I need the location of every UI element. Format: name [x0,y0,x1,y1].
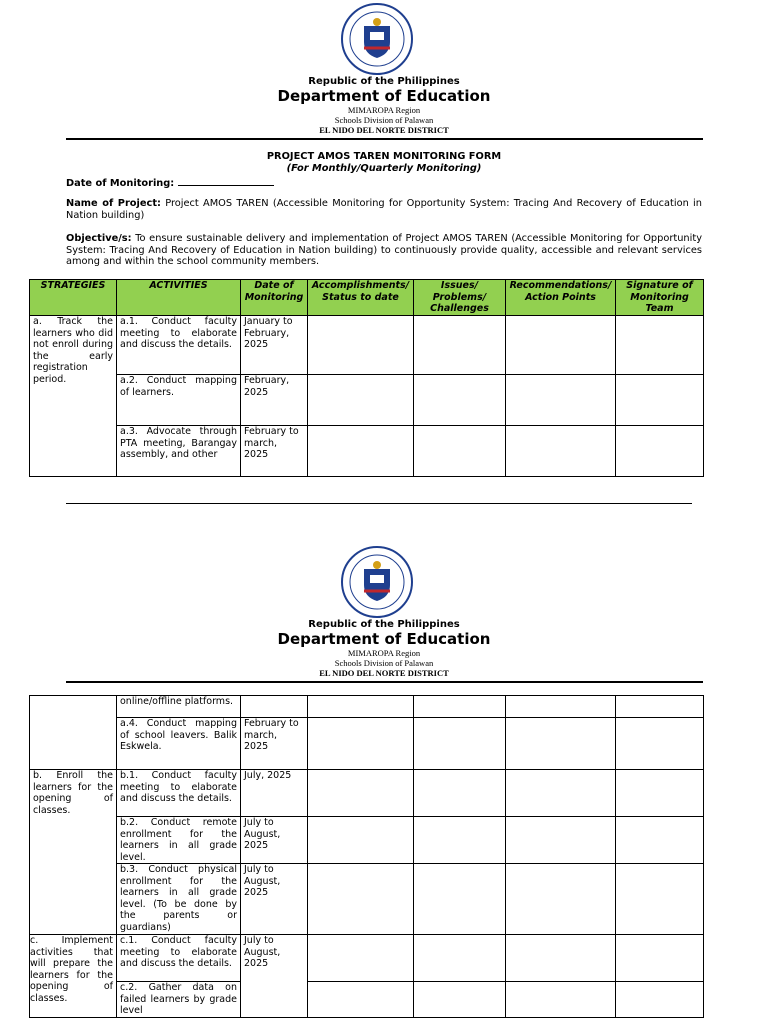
signature-cell[interactable] [616,316,704,375]
signature-cell[interactable] [616,864,704,935]
issues-cell[interactable] [414,718,506,770]
project-name [66,198,702,221]
recommendation-cell[interactable] [506,982,616,1018]
monitoring-table-page1 [29,279,704,477]
recommendation-cell[interactable] [506,770,616,817]
project-label: Name of Project: [66,198,161,209]
department-title: Department of Education [277,630,491,648]
signature-cell[interactable] [616,718,704,770]
issues-cell[interactable] [414,935,506,982]
strategy-a: a. Track the learners who did not enroll during the early registration period. [30,316,117,477]
date-a2: February, 2025 [241,375,308,426]
objective-label: Objective/s: [66,233,132,244]
project-text: Project AMOS TAREN (Accessible Monitoring for Opportunity System: Tracing And Recovery of Education in Nation building) [66,198,702,221]
monitoring-table-page2 [29,695,704,1018]
region-text: MIMAROPA Region [347,105,421,115]
recommendation-cell[interactable] [506,696,616,718]
issues-cell[interactable] [414,864,506,935]
district-text: EL NIDO DEL NORTE DISTRICT [319,668,449,678]
accomplishment-cell[interactable] [308,718,414,770]
accomplishment-cell[interactable] [308,770,414,817]
activity-a3: a.3. Advocate through PTA meeting, Barangay assembly, and other [117,426,241,477]
header-accomplishments: Accomplishments/ Status to date [308,280,414,316]
header-rule [66,138,703,140]
division-text: Schools Division of Palawan [334,115,434,125]
recommendation-cell[interactable] [506,375,616,426]
issues-cell[interactable] [414,770,506,817]
accomplishment-cell[interactable] [308,375,414,426]
header-signature: Signature of Monitoring Team [616,280,704,316]
issues-cell[interactable] [414,982,506,1018]
issues-cell[interactable] [414,817,506,864]
header-date: Date of Monitoring [241,280,308,316]
recommendation-cell[interactable] [506,718,616,770]
issues-cell[interactable] [414,426,506,477]
activity-b2: b.2. Conduct remote enrollment for the learners in all grade level. [117,817,241,864]
department-title: Department of Education [277,87,491,105]
date-a1: January to February, 2025 [241,316,308,375]
republic-text: Republic of the Philippines [308,619,460,630]
accomplishment-cell[interactable] [308,817,414,864]
accomplishment-cell[interactable] [308,935,414,982]
signature-cell[interactable] [616,375,704,426]
district-text: EL NIDO DEL NORTE DISTRICT [319,125,449,135]
signature-cell[interactable] [616,770,704,817]
date-label: Date of Monitoring: [66,178,175,189]
header-issues: Issues/ Problems/ Challenges [414,280,506,316]
objective-text: To ensure sustainable delivery and implementation of Project AMOS TAREN (Accessible Monitoring for Opportunity System: Tracing And Recovery of Education in Nation building) to continuously provide quality, accessible and relevant services among and within the school community members. [66,233,702,267]
recommendation-cell[interactable] [506,426,616,477]
strategy-c: c. Implement activities that will prepare the learners for the opening of classes. [30,935,117,1018]
deped-seal-logo [340,2,414,76]
deped-seal-logo [340,545,414,619]
date-of-monitoring [66,176,702,190]
activity-b3: b.3. Conduct physical enrollment for the learners in all grade level. (To be done by the parents or guardians) [117,864,241,935]
date-b3: July to August, 2025 [241,864,308,935]
signature-cell[interactable] [616,426,704,477]
activity-b1: b.1. Conduct faculty meeting to elaborate and discuss the details. [117,770,241,817]
accomplishment-cell[interactable] [308,864,414,935]
form-title: PROJECT AMOS TAREN MONITORING FORM [266,151,502,162]
date-c1: July to August, 2025 [241,935,308,1018]
signature-cell[interactable] [616,696,704,718]
form-subtitle: (For Monthly/Quarterly Monitoring) [286,163,482,174]
signature-cell[interactable] [616,982,704,1018]
activity-a2: a.2. Conduct mapping of learners. [117,375,241,426]
header-strategies: STRATEGIES [30,280,117,316]
header-activities: ACTIVITIES [117,280,241,316]
strategy-b: b. Enroll the learners for the opening of classes. [30,770,117,935]
date-b1: July, 2025 [241,770,308,817]
accomplishment-cell[interactable] [308,982,414,1018]
date-blank-field[interactable] [178,176,274,186]
recommendation-cell[interactable] [506,864,616,935]
header-rule [66,681,703,683]
issues-cell[interactable] [414,316,506,375]
date-b2: July to August, 2025 [241,817,308,864]
recommendation-cell[interactable] [506,316,616,375]
region-text: MIMAROPA Region [347,648,421,658]
objective [66,233,702,268]
accomplishment-cell[interactable] [308,696,414,718]
activity-a4: a.4. Conduct mapping of school leavers. Balik Eskwela. [117,718,241,770]
recommendation-cell[interactable] [506,817,616,864]
date-a3: February to march, 2025 [241,426,308,477]
recommendation-cell[interactable] [506,935,616,982]
strategy-a-continued [30,696,117,770]
activity-c1: c.1. Conduct faculty meeting to elaborate and discuss the details. [117,935,241,982]
page-break-line [66,503,692,504]
signature-cell[interactable] [616,935,704,982]
signature-cell[interactable] [616,817,704,864]
date-a4: February to march, 2025 [241,718,308,770]
division-text: Schools Division of Palawan [334,658,434,668]
republic-text: Republic of the Philippines [308,76,460,87]
header-recommendations: Recommendations/ Action Points [506,280,616,316]
issues-cell[interactable] [414,375,506,426]
date-cell-empty [241,696,308,718]
issues-cell[interactable] [414,696,506,718]
accomplishment-cell[interactable] [308,426,414,477]
activity-a3-continued: online/offline platforms. [117,696,241,718]
activity-c2: c.2. Gather data on failed learners by grade level [117,982,241,1018]
accomplishment-cell[interactable] [308,316,414,375]
activity-a1: a.1. Conduct faculty meeting to elaborate and discuss the details. [117,316,241,375]
